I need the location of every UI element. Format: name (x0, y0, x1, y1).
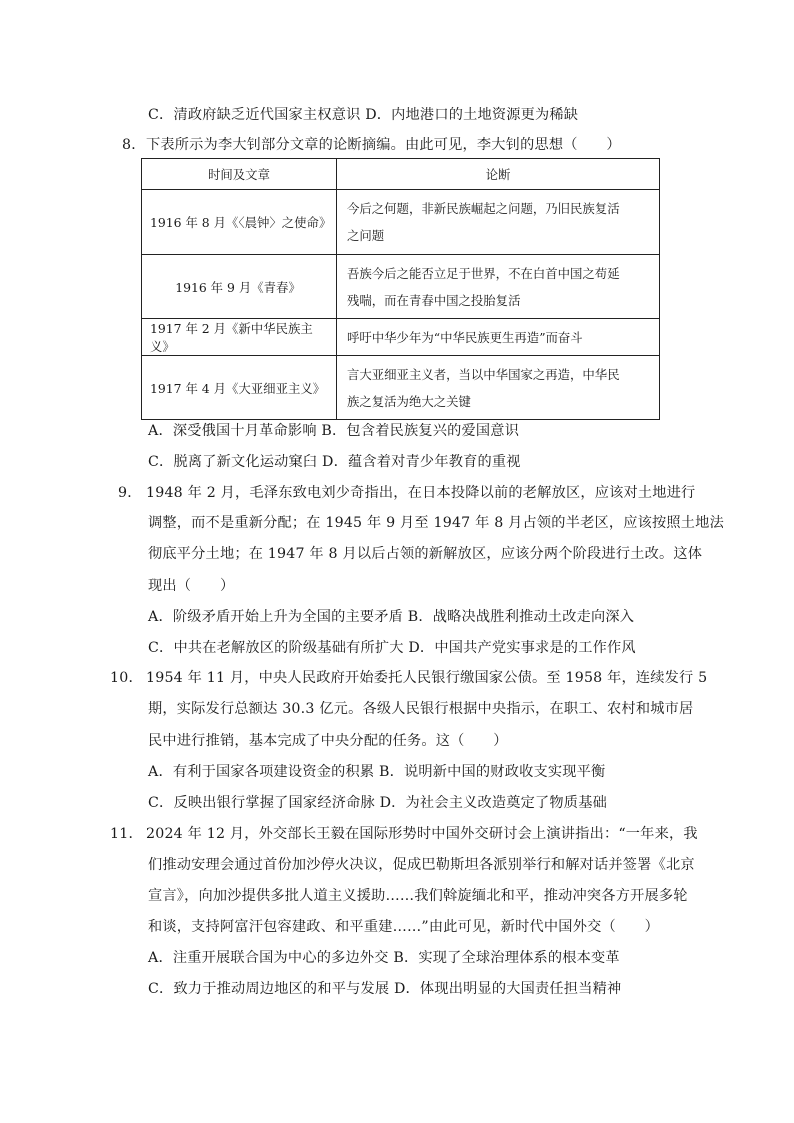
q8-options-cd: C．脱离了新文化运动窠臼 D．蕴含着对青少年教育的重视 (148, 454, 521, 470)
judgment-line: 呼吁中华少年为“中华民族更生再造”而奋斗 (347, 329, 583, 345)
judgment-line: 族之复活为绝大之关键 (347, 393, 471, 409)
q8-options-ab: A．深受俄国十月革命影响 B．包含着民族复兴的爱国意识 (148, 423, 520, 439)
q8-table (141, 158, 660, 420)
table-cell-judgment (337, 319, 660, 356)
q10-options-ab: A．有利于国家各项建设资金的积累 B．说明新中国的财政收支实现平衡 (148, 764, 606, 780)
q9-options-ab: A．阶级矛盾开始上升为全国的主要矛盾 B．战略决战胜利推动土改走向深入 (148, 609, 635, 625)
q11-number: 11． (110, 826, 143, 842)
table-header-row (142, 159, 660, 190)
judgment-line: 之问题 (347, 228, 385, 243)
judgment-line: 今后之何题，非新民族崛起之问题，乃旧民族复活 (347, 201, 620, 216)
table-cell-time: 1916 年 8 月《〈晨钟〉之使命》 (142, 190, 337, 255)
q8-number: 8． (122, 137, 146, 153)
q9-line: 1948 年 2 月，毛泽东致电刘少奇指出，在日本投降以前的老解放区，应该对土地进行 (146, 485, 696, 501)
table-cell-time: 1916 年 9 月《青春》 (142, 255, 337, 319)
table-cell-judgment (337, 356, 660, 420)
table-row (142, 356, 660, 420)
q10-number: 10． (110, 670, 143, 686)
q9-line: 彻底平分土地；在 1947 年 8 月以后占领的新解放区，应该分两个阶段进行土改。这体 (148, 546, 703, 562)
q9-options-cd: C．中共在老解放区的阶级基础有所扩大 D．中国共产党实事求是的工作作风 (148, 640, 636, 656)
q9-line: 现出（ ） (148, 578, 235, 594)
table-header-judgment: 论断 (337, 159, 660, 190)
q11-options-ab: A．注重开展联合国为中心的多边外交 B．实现了全球治理体系的根本变革 (148, 950, 620, 966)
q11-line: 2024 年 12 月，外交部长王毅在国际形势时中国外交研讨会上演讲指出：“一年来，我 (146, 826, 698, 842)
table-row (142, 255, 660, 319)
q11-line: 和谈，支持阿富汗包容建政、和平重建……”由此可见，新时代中国外交（ ） (148, 919, 660, 935)
q10-line: 期，实际发行总额达 30.3 亿元。各级人民银行根据中央指示，在职工、农村和城市居 (148, 701, 694, 717)
table-cell-judgment (337, 255, 660, 319)
table-header-time: 时间及文章 (142, 159, 337, 190)
q10-options-cd: C．反映出银行掌握了国家经济命脉 D．为社会主义改造奠定了物质基础 (148, 795, 607, 811)
table-cell-time: 1917 年 4 月《大亚细亚主义》 (142, 356, 337, 420)
q10-line: 1954 年 11 月，中央人民政府开始委托人民银行缴国家公债。至 1958 年，连续发行 5 (146, 670, 708, 686)
table-row (142, 319, 660, 356)
q9-number: 9． (118, 485, 142, 501)
judgment-line: 吾族今后之能否立足于世界，不在白首中国之苟延 (347, 265, 620, 281)
table-cell-time: 1917 年 2 月《新中华民族主义》 (142, 319, 337, 356)
q9-line: 调整，而不是重新分配；在 1945 年 9 月至 1947 年 8 月占领的半老区，应该按照土地法 (148, 515, 724, 531)
q11-options-cd: C．致力于推动周边地区的和平与发展 D．体现出明显的大国责任担当精神 (148, 981, 622, 997)
table-row (142, 190, 660, 255)
q11-line: 们推动安理会通过首份加沙停火决议，促成巴勒斯坦各派别举行和解对话并签署《北京 (148, 857, 695, 873)
q11-line: 宣言》，向加沙提供多批人道主义援助……我们斡旋缅北和平，推动冲突各方开展多轮 (148, 888, 688, 904)
judgment-line: 言大亚细亚主义者，当以中华国家之再造，中华民 (347, 366, 620, 382)
q7-options-cd: C．清政府缺乏近代国家主权意识 D．内地港口的土地资源更为稀缺 (148, 107, 579, 123)
q10-line: 民中进行推销，基本完成了中央分配的任务。这（ ） (148, 733, 508, 749)
q8-stem: 下表所示为李大钊部分文章的论断摘编。由此可见，李大钊的思想（ ） (146, 137, 621, 153)
table-cell-judgment (337, 190, 660, 255)
judgment-line: 残喘，而在青春中国之投胎复活 (347, 292, 521, 308)
